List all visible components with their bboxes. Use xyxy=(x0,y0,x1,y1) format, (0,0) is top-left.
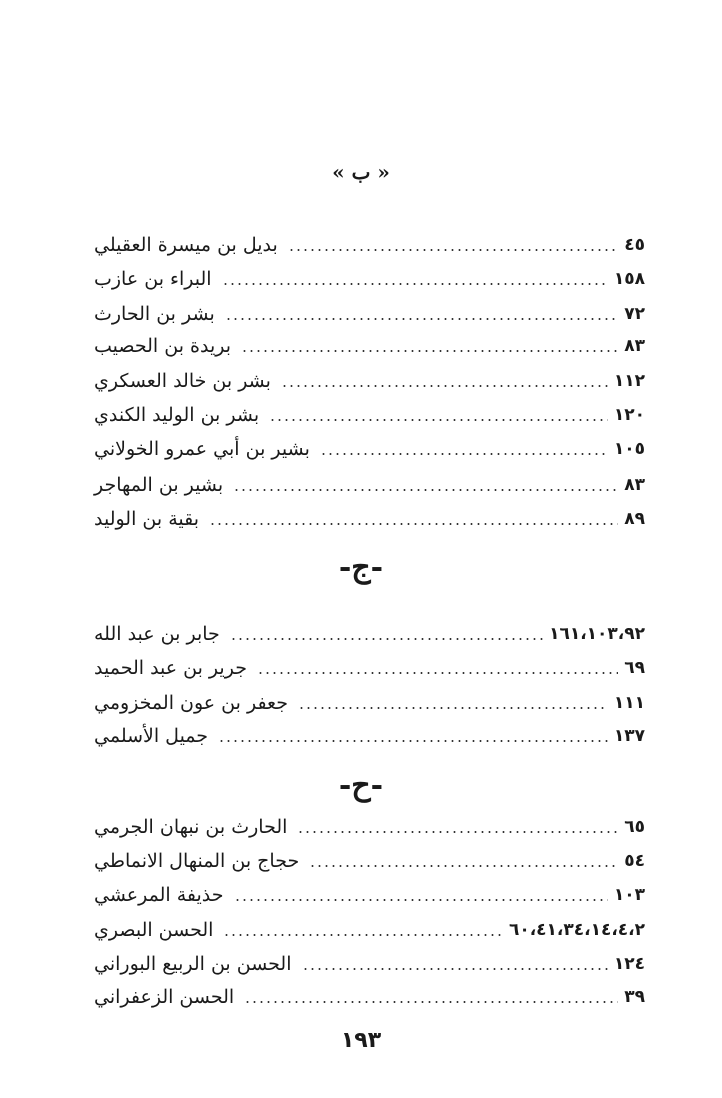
entry-name: بريدة بن الحصيب xyxy=(94,335,232,357)
index-entry xyxy=(90,331,645,361)
dot-leader xyxy=(244,1001,618,1003)
entry-name: الحسن بن الربيع البوراني xyxy=(94,953,292,975)
page-number: ١٩٣ xyxy=(340,1028,382,1053)
dot-leader xyxy=(269,419,608,421)
entry-pages: ١١١ xyxy=(613,693,645,713)
index-entry xyxy=(90,812,645,842)
entry-name: حجاج بن المنهال الانماطي xyxy=(94,850,300,872)
index-entry xyxy=(90,949,645,979)
entry-name: الحسن الزعفراني xyxy=(94,986,235,1008)
index-entry xyxy=(90,264,645,294)
entry-pages: ١١٢ xyxy=(613,371,645,391)
dot-leader xyxy=(223,934,503,936)
index-entry xyxy=(90,653,645,683)
index-entry xyxy=(90,880,645,910)
dot-leader xyxy=(297,831,618,833)
entry-pages: ٨٩ xyxy=(624,509,645,529)
dot-leader xyxy=(320,453,608,455)
dot-leader xyxy=(234,899,608,901)
entry-name: بشير بن المهاجر xyxy=(94,474,224,496)
dot-leader xyxy=(218,740,608,742)
section-heading-ba: « ب » xyxy=(332,160,390,184)
entry-pages: ٥٤ xyxy=(624,851,645,871)
entry-pages: ١٠٥ xyxy=(613,439,645,459)
dot-leader xyxy=(222,283,608,285)
entry-pages: ١٢٤ xyxy=(613,954,645,974)
entry-pages: ٦٠،٤١،٣٤،١٤،٤،٢ xyxy=(508,920,645,940)
entry-name: الحسن البصري xyxy=(94,919,214,941)
section-heading-ha: -ح- xyxy=(338,768,384,803)
entry-pages: ٧٢ xyxy=(624,304,645,324)
entry-name: بشر بن الحارث xyxy=(94,303,215,325)
entry-name: جابر بن عبد الله xyxy=(94,623,220,645)
dot-leader xyxy=(233,489,618,491)
index-entry xyxy=(90,619,645,649)
section-heading-jim: -ج- xyxy=(338,550,384,585)
index-entry xyxy=(90,299,645,329)
index-entry xyxy=(90,688,645,718)
dot-leader xyxy=(298,707,608,709)
index-entry xyxy=(90,400,645,430)
entry-pages: ٦٥ xyxy=(624,817,645,837)
entry-pages: ١٣٧ xyxy=(613,726,645,746)
entry-pages: ١٥٨ xyxy=(613,269,645,289)
index-entry xyxy=(90,434,645,464)
index-entry xyxy=(90,721,645,751)
entry-pages: ٣٩ xyxy=(624,987,645,1007)
entry-name: بشير بن أبي عمرو الخولاني xyxy=(94,438,310,460)
dot-leader xyxy=(302,968,608,970)
entry-name: جرير بن عبد الحميد xyxy=(94,657,247,679)
entry-pages: ١٠٣ xyxy=(613,885,645,905)
entry-name: بشر بن خالد العسكري xyxy=(94,370,271,392)
entry-name: الحارث بن نبهان الجرمي xyxy=(94,816,288,838)
entry-name: بشر بن الوليد الكندي xyxy=(94,404,260,426)
dot-leader xyxy=(309,865,618,867)
index-entry xyxy=(90,504,645,534)
index-entry xyxy=(90,982,645,1012)
entry-pages: ٤٥ xyxy=(624,235,645,255)
dot-leader xyxy=(209,523,618,525)
dot-leader xyxy=(257,672,618,674)
index-entry xyxy=(90,366,645,396)
dot-leader xyxy=(225,318,618,320)
entry-name: جعفر بن عون المخزومي xyxy=(94,692,288,714)
dot-leader xyxy=(241,350,618,352)
dot-leader xyxy=(281,385,608,387)
entry-name: بديل بن ميسرة العقيلي xyxy=(94,234,278,256)
entry-name: البراء بن عازب xyxy=(94,268,212,290)
entry-pages: ١٦١،١٠٣،٩٢ xyxy=(549,624,645,644)
entry-pages: ٨٣ xyxy=(624,475,645,495)
index-entry xyxy=(90,846,645,876)
entry-name: جميل الأسلمي xyxy=(94,725,209,747)
index-entry xyxy=(90,915,645,945)
index-entry xyxy=(90,230,645,260)
entry-pages: ٦٩ xyxy=(624,658,645,678)
index-entry xyxy=(90,470,645,500)
dot-leader xyxy=(288,249,618,251)
entry-name: بقية بن الوليد xyxy=(94,508,200,530)
dot-leader xyxy=(230,638,543,640)
entry-pages: ٨٣ xyxy=(624,336,645,356)
entry-name: حذيفة المرعشي xyxy=(94,884,224,906)
entry-pages: ١٢٠ xyxy=(613,405,645,425)
